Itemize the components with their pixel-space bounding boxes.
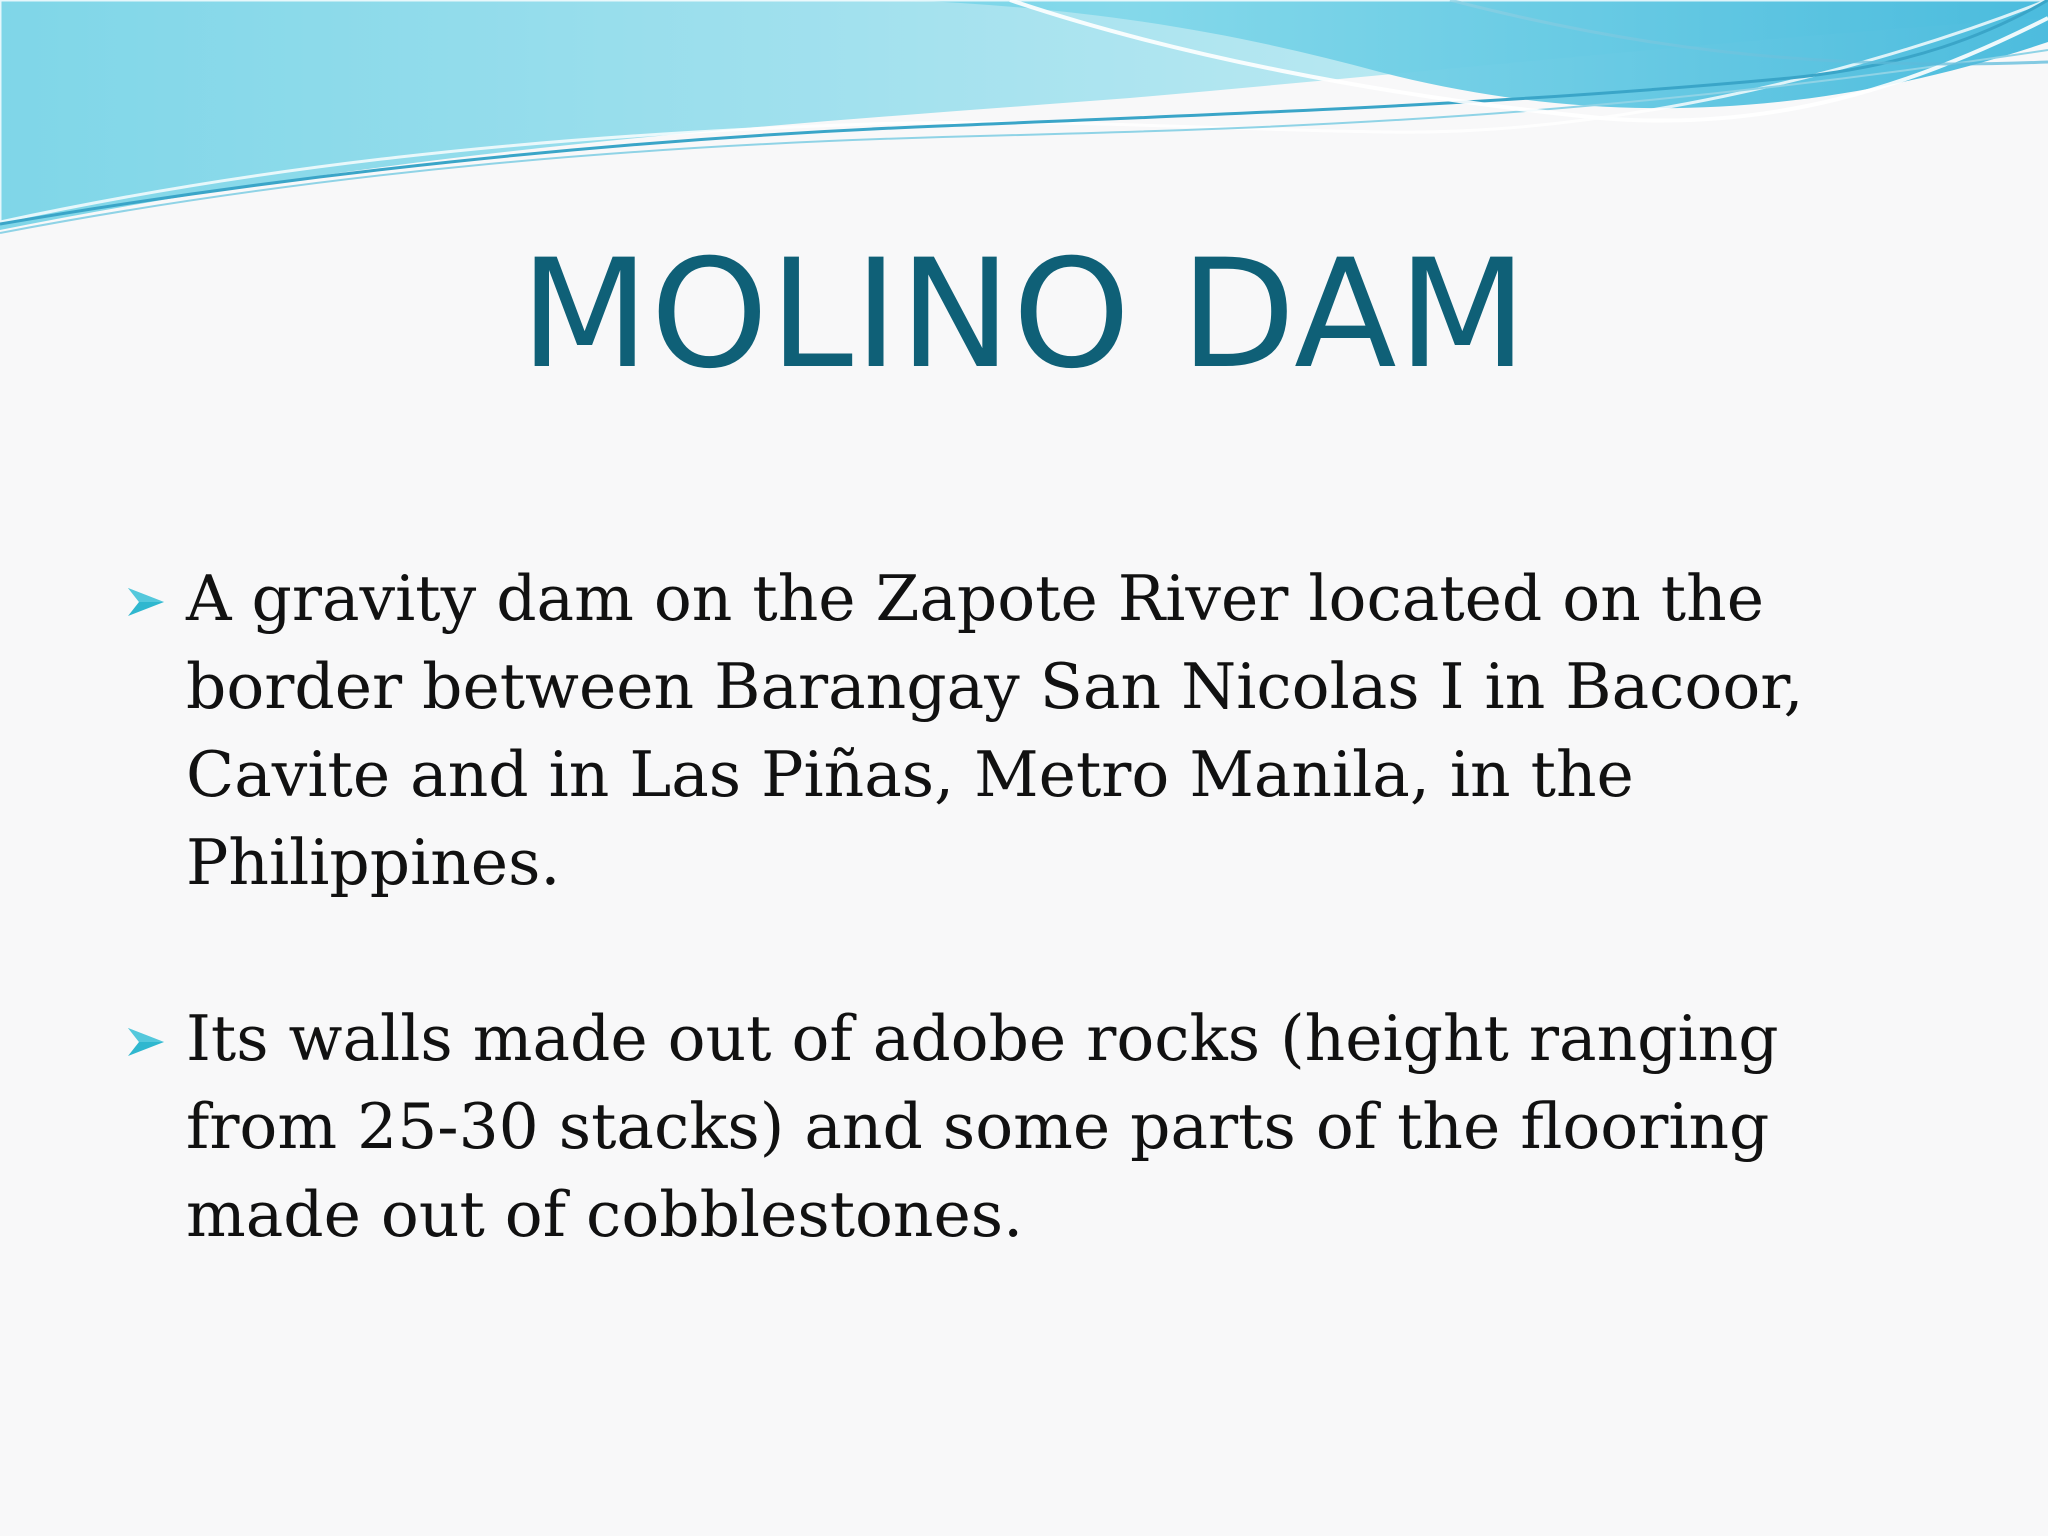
arrowhead-bullet-icon <box>124 585 168 619</box>
bullet-text: A gravity dam on the Zapote River located on the border between Barangay San Nicolas I in Bacoor, Cavite and in Las Piñas, Metro Manila, in the Philippines. <box>186 562 1804 899</box>
bullet-item-adobe-walls <box>124 995 1924 1259</box>
bullet-item-gravity-dam <box>124 555 1924 907</box>
wave-header-decoration <box>0 0 2048 240</box>
arrowhead-bullet-icon <box>124 1025 168 1059</box>
bullet-list <box>124 555 1924 1259</box>
bullet-text: Its walls made out of adobe rocks (height ranging from 25-30 stacks) and some parts of the flooring made out of cobblestones. <box>186 1002 1779 1251</box>
slide-title: MOLINO DAM <box>519 228 1529 402</box>
